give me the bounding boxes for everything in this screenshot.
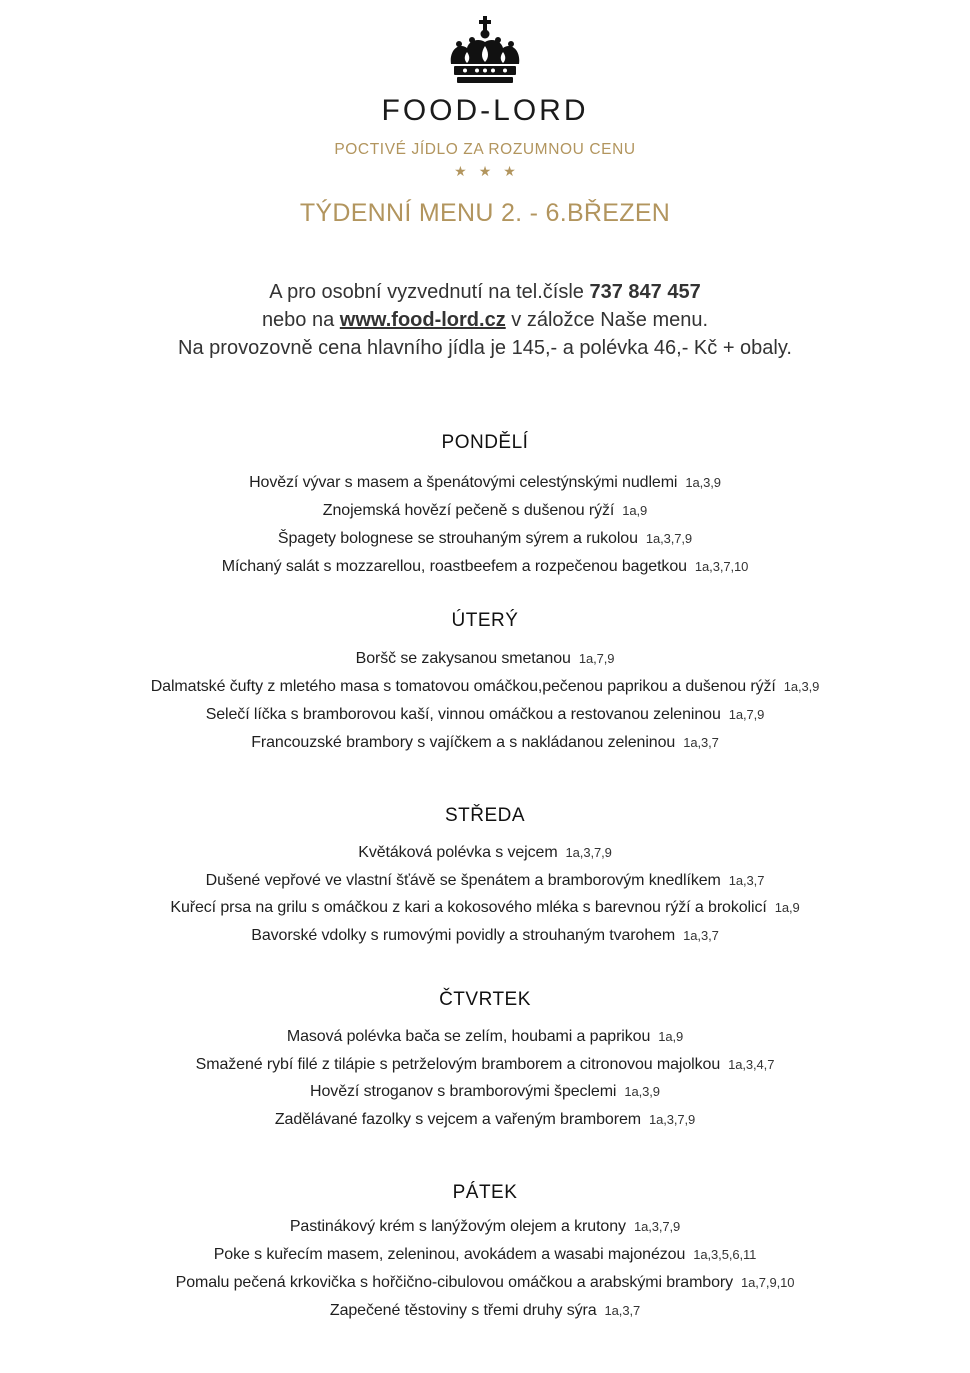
website-link[interactable]: www.food-lord.cz xyxy=(339,309,506,331)
dish-item xyxy=(0,1218,970,1236)
crown-icon xyxy=(445,14,525,88)
dish-allergens: 1a,7,9 xyxy=(578,651,615,666)
dish-allergens: 1a,3,4,7 xyxy=(728,1057,775,1072)
dish-allergens: 1a,3,7 xyxy=(728,873,765,888)
day-heading-thursday: ČTVRTEK xyxy=(439,989,531,1010)
dish-item xyxy=(0,1111,970,1129)
dish-item xyxy=(0,1028,970,1046)
day-heading-monday: PONDĚLÍ xyxy=(441,432,529,453)
dish-allergens: 1a,9 xyxy=(774,900,800,915)
intro-line-2 xyxy=(0,306,970,334)
dish-item xyxy=(0,530,970,548)
dish-allergens: 1a,3,7 xyxy=(604,1303,641,1318)
intro-web-prefix: nebo na xyxy=(261,309,340,331)
dish-item xyxy=(0,927,970,945)
dish-item xyxy=(0,1056,970,1074)
intro-phone-prefix: A pro osobní vyzvednutí na tel.čísle xyxy=(269,281,590,303)
dish-allergens: 1a,3,7,10 xyxy=(694,559,749,574)
dish-item xyxy=(0,1302,970,1320)
dish-name: Znojemská hovězí pečeně s dušenou rýží xyxy=(322,502,615,519)
dish-allergens: 1a,3,5,6,11 xyxy=(693,1247,757,1262)
dish-name: Hovězí stroganov s bramborovými špeclemi xyxy=(310,1083,617,1100)
dish-item xyxy=(0,474,970,492)
dish-item xyxy=(0,734,970,752)
dish-name: Hovězí vývar s masem a špenátovými celestýnskými nudlemi xyxy=(249,474,678,491)
brand-name: FOOD-LORD xyxy=(381,94,589,127)
day-heading-wednesday: STŘEDA xyxy=(444,805,526,826)
day-heading-tuesday: ÚTERÝ xyxy=(451,610,519,631)
dish-name: Dalmatské čufty z mletého masa s tomatovou omáčkou,pečenou paprikou a dušenou rýží xyxy=(150,678,776,695)
dish-allergens: 1a,3,9 xyxy=(783,679,820,694)
dish-name: Poke s kuřecím masem, zeleninou, avokádem a wasabi majonézou xyxy=(213,1246,686,1263)
brand-tagline: POCTIVÉ JÍDLO ZA ROZUMNOU CENU xyxy=(334,141,636,158)
dish-allergens: 1a,3,7,9 xyxy=(565,845,612,860)
dish-item xyxy=(0,899,970,917)
dish-allergens: 1a,3,7 xyxy=(683,735,719,750)
dish-name: Dušené vepřové ve vlastní šťávě se špenátem a bramborovým knedlíkem xyxy=(205,872,721,889)
phone-number[interactable]: 737 847 457 xyxy=(589,281,701,303)
dish-name: Květáková polévka s vejcem xyxy=(358,844,558,861)
dish-allergens: 1a,3,9 xyxy=(624,1084,660,1099)
dish-allergens: 1a,3,7 xyxy=(683,928,719,943)
dish-name: Masová polévka bača se zelím, houbami a paprikou xyxy=(286,1028,651,1045)
dish-name: Pomalu pečená krkovička s hořčično-cibulovou omáčkou a arabskými brambory xyxy=(175,1274,734,1291)
dish-item xyxy=(0,1083,970,1101)
dish-name: Míchaný salát s mozzarellou, roastbeefem a rozpečenou bagetkou xyxy=(221,558,687,575)
dish-item xyxy=(0,678,970,696)
intro-price-line: Na provozovně cena hlavního jídla je 145,- a polévka 46,- Kč + obaly. xyxy=(178,337,792,359)
dish-item xyxy=(0,558,970,576)
dish-name: Špagety bolognese se strouhaným sýrem a rukolou xyxy=(277,530,638,547)
dish-allergens: 1a,9 xyxy=(622,503,648,518)
week-menu-title: TÝDENNÍ MENU 2. - 6.BŘEZEN xyxy=(299,199,671,227)
dish-name: Pastinákový krém s lanýžovým olejem a krutony xyxy=(289,1218,626,1235)
dish-item xyxy=(0,650,970,668)
crown-logo xyxy=(0,14,970,93)
dish-allergens: 1a,9 xyxy=(658,1029,684,1044)
dish-name: Selečí líčka s bramborovou kaší, vinnou omáčkou a restovanou zeleninou xyxy=(205,706,721,723)
dish-item xyxy=(0,844,970,862)
rating-stars: ★★★ xyxy=(454,163,528,179)
intro-web-suffix: v záložce Naše menu. xyxy=(505,309,709,331)
dish-name: Francouzské brambory s vajíčkem a s nakládanou zeleninou xyxy=(251,734,676,751)
dish-name: Bavorské vdolky s rumovými povidly a strouhaným tvarohem xyxy=(251,927,676,944)
dish-allergens: 1a,3,7,9 xyxy=(645,531,693,546)
dish-name: Kuřecí prsa na grilu s omáčkou z kari a kokosového mléka s barevnou rýží a brokolicí xyxy=(170,899,767,916)
dish-item xyxy=(0,1246,970,1264)
dish-item xyxy=(0,872,970,890)
intro-line-1 xyxy=(0,278,970,306)
dish-allergens: 1a,3,7,9 xyxy=(633,1219,681,1234)
day-heading-friday: PÁTEK xyxy=(452,1182,518,1203)
dish-name: Zadělávané fazolky s vejcem a vařeným bramborem xyxy=(274,1111,641,1128)
dish-name: Boršč se zakysanou smetanou xyxy=(355,650,571,667)
dish-allergens: 1a,7,9,10 xyxy=(741,1275,795,1290)
dish-allergens: 1a,3,9 xyxy=(685,475,721,490)
dish-item xyxy=(0,706,970,724)
dish-name: Zapečené těstoviny s třemi druhy sýra xyxy=(329,1302,597,1319)
dish-allergens: 1a,7,9 xyxy=(728,707,765,722)
dish-name: Smažené rybí filé z tilápie s petrželovým bramborem a citronovou majolkou xyxy=(195,1056,721,1073)
dish-item xyxy=(0,502,970,520)
dish-allergens: 1a,3,7,9 xyxy=(648,1112,696,1127)
dish-item xyxy=(0,1274,970,1292)
